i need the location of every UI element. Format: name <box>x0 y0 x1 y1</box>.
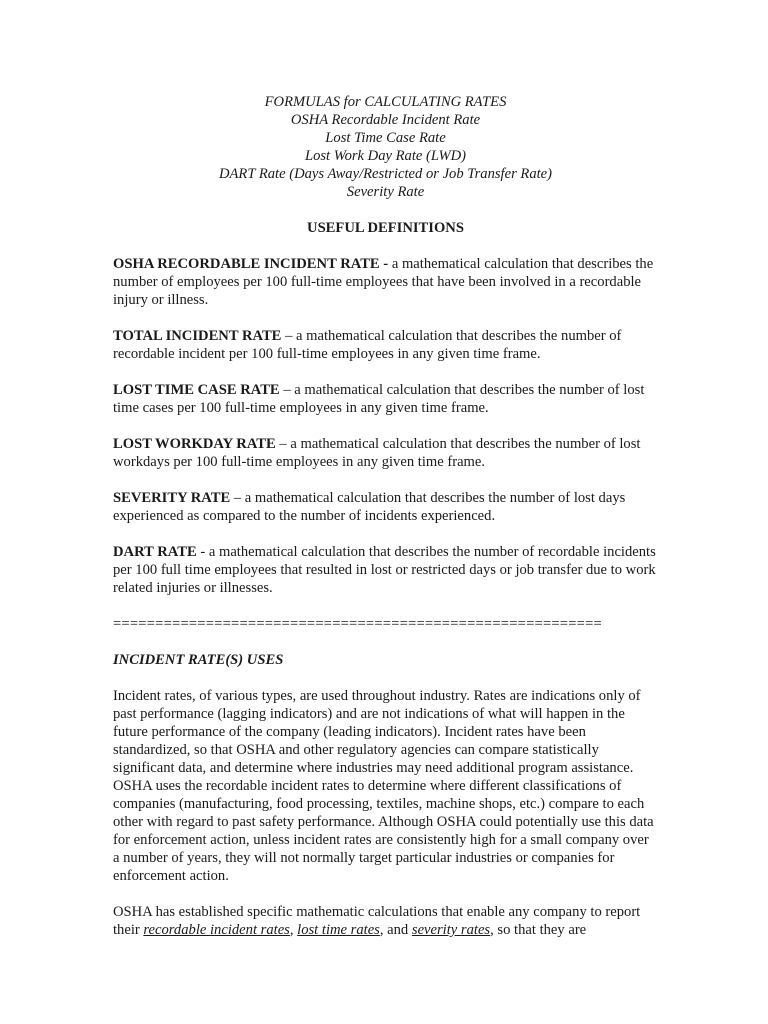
definition-text: a mathematical calculation that describes the number of employees per 100 full-time employees that have been involved in a recordable injury or illness. <box>113 256 654 308</box>
definition-text: – a mathematical calculation that describes the number of recordable incident per 100 full-time employees in any given time frame. <box>113 328 622 362</box>
definition-term: TOTAL INCIDENT RATE <box>113 328 282 344</box>
title-line-lost-time: Lost Time Case Rate <box>325 130 446 146</box>
definition-osha-recordable <box>113 255 658 309</box>
definition-term: DART RATE <box>113 544 197 560</box>
link-lost-time-rates[interactable]: lost time rates <box>297 922 380 938</box>
document-title: FORMULAS for CALCULATING RATES <box>264 94 507 110</box>
last-paragraph <box>113 903 658 939</box>
definition-total-incident <box>113 327 658 363</box>
title-line-dart: DART Rate (Days Away/Restricted or Job Transfer Rate) <box>218 166 553 182</box>
definition-text: – a mathematical calculation that describes the number of lost time cases per 100 full-time employees in any given time frame. <box>113 382 645 416</box>
uses-paragraph: Incident rates, of various types, are used throughout industry. Rates are indications only of past performance (lagging indicators) and are not indications of what will happen in the future performance of the company (leading indicators). Incident rates have been standardized, so that OSHA and other regulatory agencies can compare statistically significant data, and determine where industries may need additional program assistance. OSHA uses the recordable incident rates to determine where different classifications of companies (manufacturing, food processing, textiles, machine shops, etc.) compare to each other with regard to past safety performance. Although OSHA could potentially use this data for enforcement action, unless incident rates are consistently high for a small company over a number of years, they will not normally target particular industries or companies for enforcement action. <box>113 688 654 884</box>
definition-lost-workday <box>113 435 658 471</box>
definition-text: – a mathematical calculation that describes the number of lost workdays per 100 full-time employees in any given time frame. <box>113 436 641 470</box>
definition-text: - a mathematical calculation that describes the number of recordable incidents per 100 full time employees that resulted in lost or restricted days or job transfer due to work related injuries or illnesses. <box>113 544 656 596</box>
link-recordable-incident-rates[interactable]: recordable incident rates <box>143 922 290 938</box>
definition-term: SEVERITY RATE <box>113 490 231 506</box>
document-page <box>113 93 658 957</box>
definition-text: – a mathematical calculation that describes the number of lost days experienced as compared to the number of incidents experienced. <box>113 490 626 524</box>
last-paragraph-tail: , so that they are <box>490 922 587 938</box>
separator-and: , and <box>379 922 412 938</box>
definition-lost-time-case <box>113 381 658 417</box>
uses-heading: INCIDENT RATE(S) USES <box>113 652 284 668</box>
definition-term: OSHA RECORDABLE INCIDENT RATE - <box>113 256 389 272</box>
separator-comma: , <box>289 922 298 938</box>
definition-term: LOST TIME CASE RATE <box>113 382 280 398</box>
link-severity-rates[interactable]: severity rates <box>411 922 491 938</box>
title-line-severity: Severity Rate <box>346 184 425 200</box>
definition-term: LOST WORKDAY RATE <box>113 436 276 452</box>
definition-dart <box>113 543 658 597</box>
title-line-lost-work-day: Lost Work Day Rate (LWD) <box>304 148 467 164</box>
separator-line: ========================================================== <box>113 616 602 632</box>
last-paragraph-lead: OSHA has established specific mathematic calculations that enable any company to report their <box>113 904 641 938</box>
definition-severity <box>113 489 658 525</box>
definitions-heading: USEFUL DEFINITIONS <box>307 220 464 236</box>
title-block <box>113 93 658 201</box>
title-line-osha-recordable: OSHA Recordable Incident Rate <box>290 112 481 128</box>
